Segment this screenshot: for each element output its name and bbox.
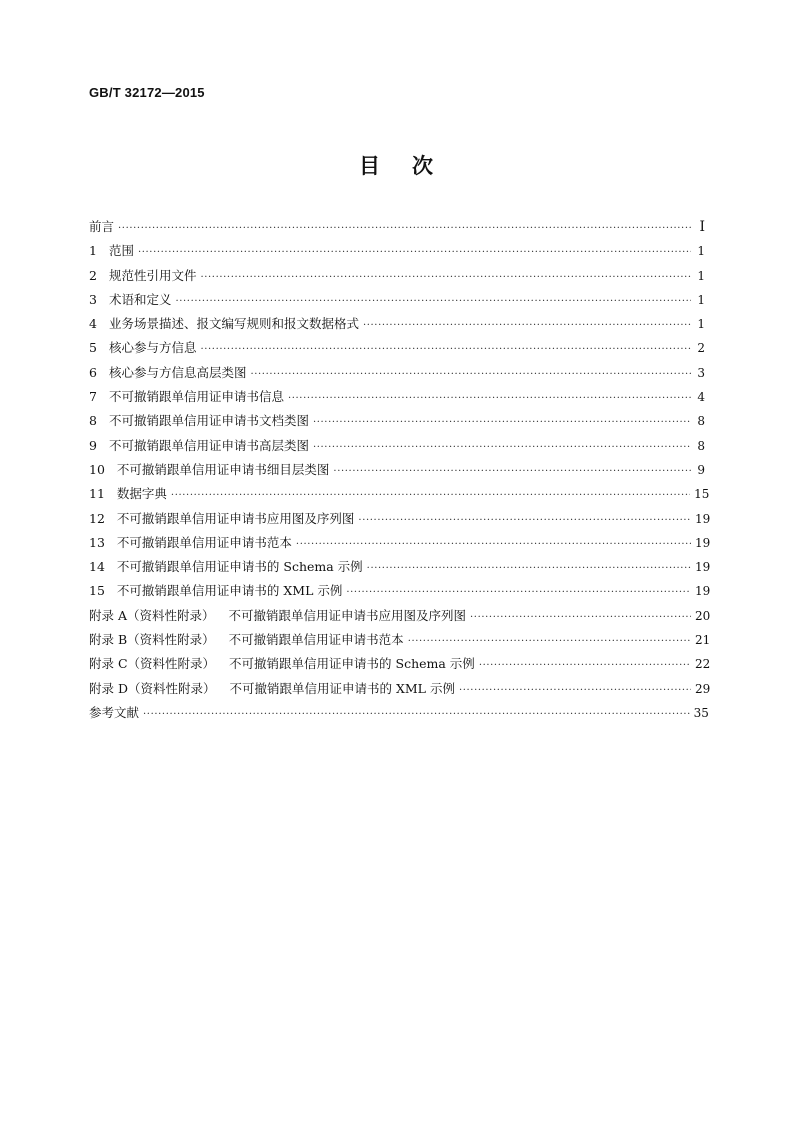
toc-entry[interactable]	[89, 264, 705, 288]
toc-entry-number: 11	[89, 486, 105, 502]
toc-entry-title: 术语和定义	[108, 291, 172, 307]
toc-entry[interactable]	[89, 361, 705, 385]
toc-entry-number: 15	[89, 583, 105, 599]
toc-leader-dots	[143, 703, 690, 727]
toc-entry-page: 9	[697, 462, 705, 477]
toc-entry[interactable]	[89, 531, 711, 555]
toc-entry[interactable]	[89, 652, 711, 676]
toc-entry-title: 不可撤销跟单信用证申请书的 Schema 示例	[229, 656, 475, 672]
toc-entry[interactable]	[89, 312, 705, 336]
toc-entry-number: 8	[89, 413, 97, 429]
toc-leader-dots	[479, 654, 691, 678]
toc-entry-title: 核心参与方信息高层类图	[108, 364, 247, 380]
toc-entry[interactable]	[89, 555, 711, 579]
toc-entry-page: 1	[697, 244, 705, 259]
toc-leader-dots	[358, 509, 691, 533]
toc-entry-number: 13	[89, 534, 105, 550]
toc-leader-dots	[470, 606, 691, 630]
page-title	[0, 150, 794, 180]
toc-entry-title: 数据字典	[116, 486, 167, 502]
toc-entry-number: 9	[89, 437, 97, 453]
toc-leader-dots	[138, 241, 691, 265]
toc-entry-page: 1	[697, 268, 705, 283]
toc-entry-page: 1	[697, 317, 705, 332]
toc-entry[interactable]	[89, 288, 705, 312]
toc-leader-dots	[175, 290, 691, 314]
toc-entry[interactable]	[89, 604, 711, 628]
toc-leader-dots	[171, 484, 690, 508]
toc-entry-title: 不可撤销跟单信用证申请书应用图及序列图	[228, 607, 467, 623]
toc-entry-page: 19	[695, 511, 711, 526]
toc-entry-title: 核心参与方信息	[108, 340, 197, 356]
toc-entry-title: 不可撤销跟单信用证申请书范本	[116, 534, 292, 550]
toc-entry-page: 8	[697, 438, 705, 453]
toc-entry-title: 不可撤销跟单信用证申请书范本	[228, 632, 404, 648]
toc-leader-dots	[250, 363, 691, 387]
toc-entry[interactable]	[89, 701, 709, 725]
toc-entry-page: 15	[694, 487, 710, 502]
toc-entry-title: 规范性引用文件	[108, 267, 197, 283]
toc-entry-number: 附录 C（资料性附录）	[89, 656, 216, 672]
toc-entry-title: 不可撤销跟单信用证申请书的 XML 示例	[116, 583, 343, 599]
toc-entry-number: 1	[89, 243, 97, 259]
toc-leader-dots	[200, 338, 691, 362]
toc-entry-number: 5	[89, 340, 97, 356]
title-part1: 目	[359, 153, 382, 178]
toc-leader-dots	[367, 557, 691, 581]
toc-entry[interactable]	[89, 434, 705, 458]
toc-entry-title: 不可撤销跟单信用证申请书应用图及序列图	[116, 510, 355, 526]
toc-entry-page: 21	[695, 633, 711, 648]
toc-leader-dots	[313, 411, 691, 435]
toc-leader-dots	[333, 460, 691, 484]
toc-entry-page: 2	[697, 341, 705, 356]
toc-entry-title: 范围	[108, 243, 134, 259]
toc-leader-dots	[288, 387, 691, 411]
toc-entry-number: 附录 A（资料性附录）	[89, 607, 215, 623]
toc-entry[interactable]	[89, 409, 705, 433]
toc-entry[interactable]	[89, 579, 711, 603]
toc-entry-number: 6	[89, 364, 97, 380]
toc-entry-number: 12	[89, 510, 105, 526]
standard-code: GB/T 32172—2015	[89, 85, 205, 100]
toc-entry-title: 不可撤销跟单信用证申请书的 XML 示例	[229, 680, 455, 696]
toc-entry-page: 29	[695, 681, 711, 696]
title-part2: 次	[412, 153, 435, 178]
toc-entry-page: 22	[695, 657, 711, 672]
toc-entry-title: 业务场景描述、报文编写规则和报文数据格式	[108, 316, 359, 332]
toc-entry-page: I	[699, 219, 705, 235]
toc-entry-number: 10	[89, 461, 105, 477]
toc-entry-title: 不可撤销跟单信用证申请书的 Schema 示例	[116, 559, 363, 575]
toc-entry-number: 2	[89, 267, 97, 283]
toc-entry[interactable]	[89, 336, 705, 360]
toc-entry-page: 19	[695, 584, 711, 599]
toc-entry-number: 附录 D（资料性附录）	[89, 680, 216, 696]
toc-entry-page: 3	[697, 365, 705, 380]
toc-entry-title: 不可撤销跟单信用证申请书信息	[108, 389, 284, 405]
toc-entry-number: 附录 B（资料性附录）	[89, 632, 215, 648]
toc-entry-page: 19	[695, 560, 711, 575]
toc-entry-page: 35	[693, 705, 709, 720]
toc-entry-number: 4	[89, 316, 97, 332]
toc-entry-page: 20	[695, 608, 711, 623]
toc-entry-page: 1	[697, 292, 705, 307]
toc-entry[interactable]	[89, 385, 705, 409]
toc-leader-dots	[313, 436, 691, 460]
toc-leader-dots	[118, 217, 691, 241]
toc-entry-title: 不可撤销跟单信用证申请书文档类图	[108, 413, 309, 429]
toc-entry-number: 14	[89, 559, 105, 575]
toc-entry-page: 8	[697, 414, 705, 429]
toc-leader-dots	[459, 679, 691, 703]
toc-leader-dots	[296, 533, 691, 557]
toc-leader-dots	[363, 314, 691, 338]
table-of-contents	[89, 215, 711, 725]
toc-leader-dots	[408, 630, 691, 654]
toc-entry[interactable]	[89, 458, 705, 482]
toc-entry[interactable]	[89, 239, 705, 263]
toc-entry[interactable]	[89, 507, 711, 531]
toc-entry-title: 不可撤销跟单信用证申请书高层类图	[108, 437, 309, 453]
toc-entry-page: 19	[695, 535, 711, 550]
toc-entry-title: 前言	[89, 219, 115, 234]
toc-entry-page: 4	[697, 390, 705, 405]
toc-leader-dots	[200, 266, 691, 290]
toc-entry[interactable]	[89, 677, 711, 701]
toc-entry[interactable]	[89, 215, 705, 239]
toc-entry[interactable]	[89, 482, 710, 506]
toc-entry-title: 不可撤销跟单信用证申请书细目层类图	[116, 461, 330, 477]
toc-entry-title: 参考文献	[89, 704, 140, 720]
toc-entry[interactable]	[89, 628, 711, 652]
toc-entry-number: 3	[89, 291, 97, 307]
toc-entry-number: 7	[89, 389, 97, 405]
toc-leader-dots	[346, 581, 691, 605]
